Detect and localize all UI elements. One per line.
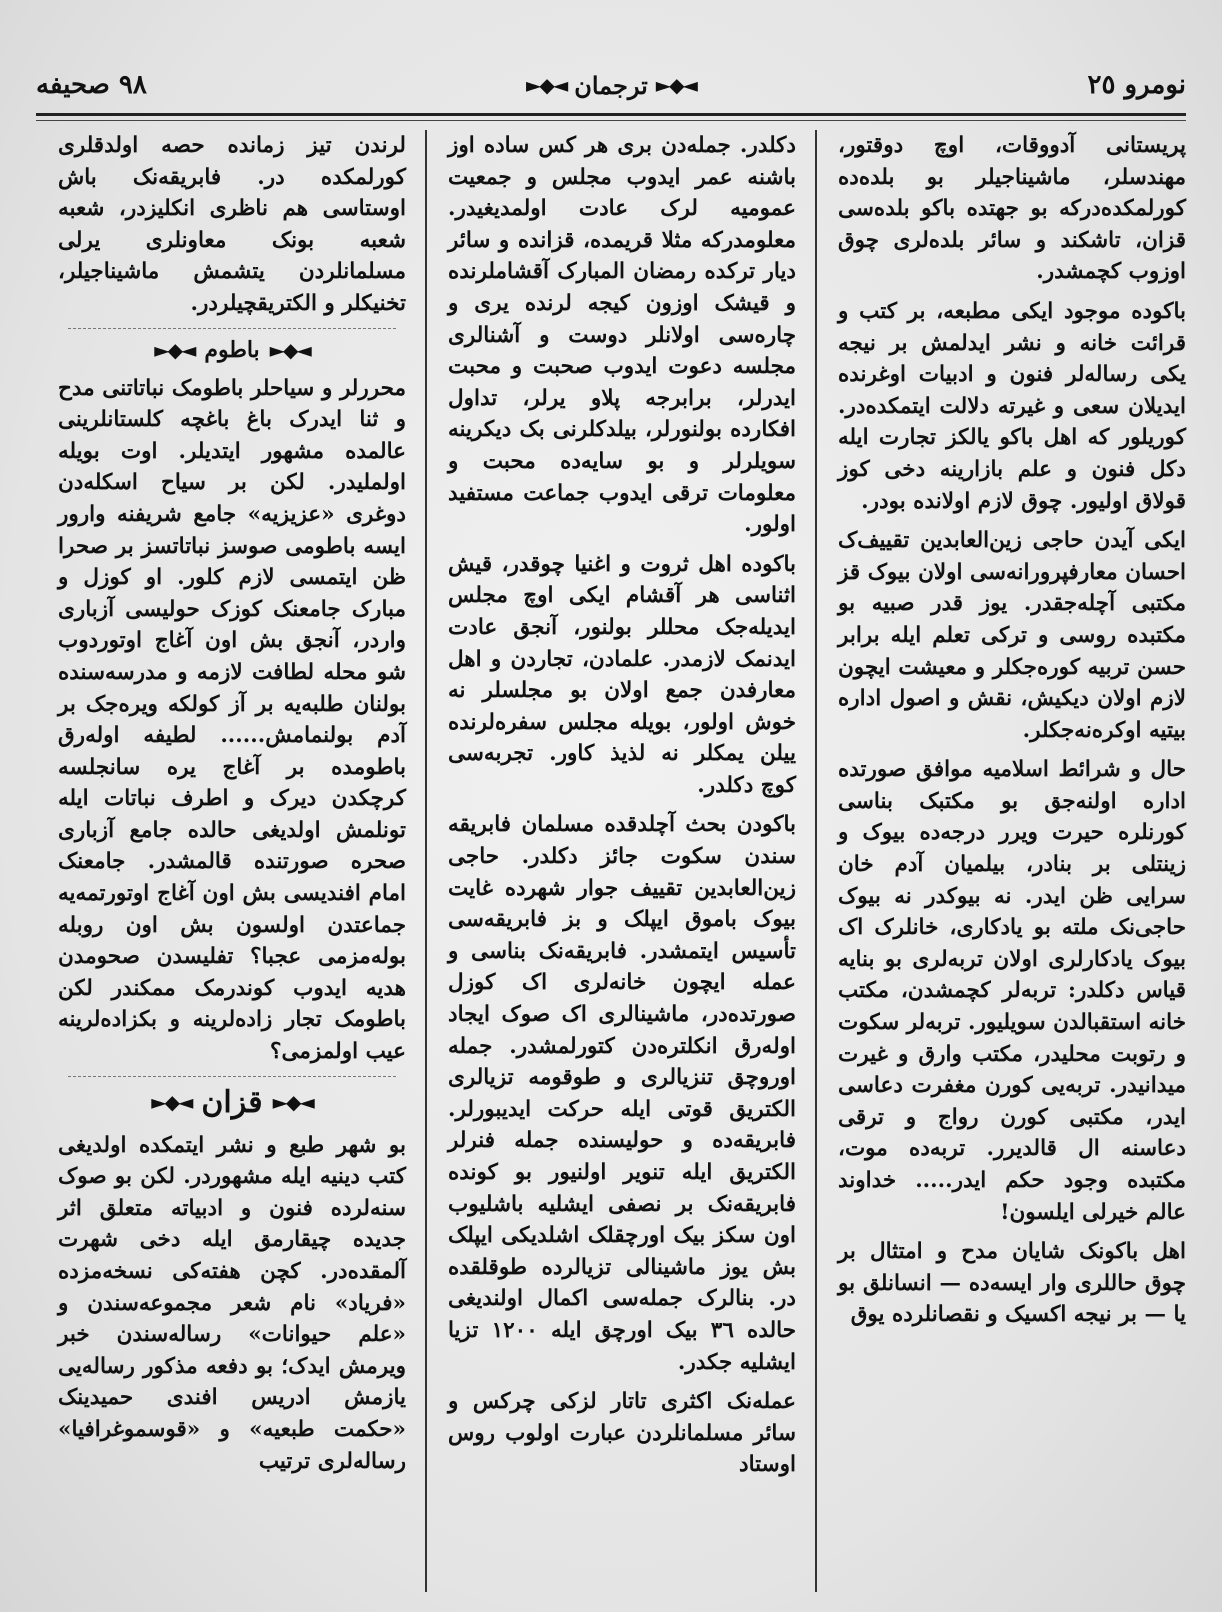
section-divider	[68, 328, 396, 329]
ornament-icon: ◄◆►	[269, 337, 310, 362]
paragraph: حال و شرائط اسلامیه موافق صورتده اداره اولنه‌جق بو مکتبک بناسی کورنلره حیرت ویرر درجه‌ده بیوک و زینتلی بر بنادر، بیلمیان آدم خان سرایی ظن ایدر. نه بیوکدر نه بیوک حاجی‌نک ملته بو یادکاری، خانلرک اک بیوک یادکارلری اولان تربه‌لری بو بنایه قیاس دکلدر: تربه‌لر کچمشدن، مکتب خانه استقبالدن سویلیور. تربه‌لر سکوت و رتوبت محلیدر، مکتب وارق و غیرت میدانیدر. تربه‌یی کورن مغفرت دعاسی ایدر، مکتبی کورن رواج و ترقی دعاسنه ال قالدیرر. تربه‌ده موت، مکتبده وجود حکم ایدر..... خداوند عالم خیرلی ایلسون!	[838, 757, 1186, 1225]
ornament-right-icon: ◄◆►	[655, 73, 696, 97]
paragraph: اهل باکونک شایان مدح و امتثال بر چوق حاللری وار ایسه‌ده — انسانلق بو یا — بر نیجه اکسیک و نقصانلرده یوق	[838, 1239, 1186, 1328]
paragraph: محررلر و سیاحلر باطومک نباتاتنی مدح و ثنا ایدرک باغ باغچه کلستانلرینی عالمده مشهور ایتدیلر. اوت بویله اولملیدر. لکن بر سیاح اسکله‌دن دوغری «عزیزیه» جامع شریفنه وارور ایسه باطومی صوسز نباتاتسز بر صحرا ظن ایتمسی لازم کلور. او کوزل و مبارک جامعنک کوزک حولیسی آزباری واردر، آنجق بش اون آغاج اوتوردوب شو محله لطافت لازمه و مدرسه‌سنده بولنان طلبه‌یه بر آز کولکه ویره‌جک بر آدم بولنمامش...... لطیفه اوله‌رق باطومده بر آغاج یره سانجلسه کرچکدن دیرک و اطرف نباتات ایله تونلمش اولدیغی حالده جامع آزباری صحره صورتنده قالمشدر. جامعنک امام افندیسی بش اون آغاج اوتورتمه‌یه جماعتدن اولسون بش اون روبله بوله‌مزمی عجبا؟ تفلیسدن صحومدن هدیه ایدوب کوندرمک ممکندر لکن باطومک تجار زاده‌لرینه و بکزاده‌لرینه عیب اولمزمی؟	[58, 375, 406, 1065]
page-header	[36, 62, 1186, 118]
paragraph: باکودن بحث آچلدقده مسلمان فابریقه سندن سکوت جائز دکلدر. حاجی زین‌العابدین تقییف جوار شهرده غایت بیوک باموق ایپلک و بز فابریقه‌سی تأسیس ایتمشدر. فابریقه‌نک بناسی و عمله ایچون خانه‌لری اک کوزل صورتده‌در، ماشینالری اک صوک ایجاد اوله‌رق انکلتره‌دن کتورلمشدر. جمله اوروچق تنزیالری و طوقومه تزیالری الکتریق قوتی ایله حرکت ایدیبورلر. فابریقه‌ده و حولیسنده جمله فنرلر الکتریق ایله تنویر اولنیور بو کونده فابریقه‌نک بر نصفی ایشلیه باشلیوب اون سکز بیک اورچقلک اشلدیکی ایپلک بش یوز ماشینالی تزیالرده طوقلقده در. بنالرک جمله‌سی اکمال اولندیغی حالده ۳٦ بیک اورچق ایله ۱۲۰۰ تزیا ایشلیه جکدر.	[448, 812, 796, 1375]
header-rule	[36, 113, 1186, 116]
ornament-icon: ◄◆►	[272, 1090, 313, 1115]
header-rule-thin	[36, 120, 1186, 121]
column-right	[832, 130, 1192, 1592]
column-left	[52, 130, 412, 1592]
section-heading-text: قزان	[201, 1084, 263, 1120]
paragraph: باکوده اهل ثروت و اغنیا چوقدر، قیش اثناسی هر آقشام ایکی اوچ مجلس ایدیله‌جک محللر بولنور، آنجق عادت ایدنمک لازمدر. علمادن، تجاردن و اهل معارفدن جمع اولان بو مجلسلر نه خوش اولور، بویله مجلس سفره‌لرنده ییلن یمکلر نه لذیذ کاور. تجربه‌سی کوچ دکلدر.	[448, 551, 796, 798]
ornament-icon: ◄◆►	[151, 1090, 192, 1115]
section-divider	[68, 1076, 396, 1077]
section-heading-text: باطوم	[204, 336, 260, 363]
paragraph: دکلدر. جمله‌دن بری هر کس ساده اوز باشنه عمر ایدوب مجلس و جمعیت عمومیه لرک عادت اولمدیغیدر. معلومدرکه مثلا قریمده، قزانده و سائر دیار ترکده رمضان المبارک آقشاملرنده و قیشک اوزون کیجه لرنده یری و چاره‌سی اولانلر دوست و آشنالری مجلسه دعوت ایدوب صحبت و محبت ایدرلر، برابرجه پلاو یرلر، تداول افکارده بولنورلر، بیلدکلرنی بک دیکرینه سویلرلر و بو سایه‌ده محبت و معلومات ترقی ایدوب جماعت مستفید اولور.	[448, 133, 796, 538]
column-divider	[815, 130, 817, 1592]
paragraph: بو شهر طبع و نشر ایتمکده اولدیغی کتب دینیه ایله مشهوردر. لکن بو صوک سنه‌لرده فنون و ادبیاته متعلق اثر جدیده چیقارمق ایله دخی شهرت آلمقده‌در. کچن هفته‌کی نسخه‌مزده «فریاد» نام شعر مجموعه‌سندن و «علم حیوانات» رساله‌سندن خبر ویرمش ایدک؛ بو دفعه مذکور رساله‌یی یازمش ادریس افندی حمیدینک «حکمت طبعیه» و «قوسموغرافیا» رساله‌لری ترتیب	[58, 1132, 406, 1474]
column-middle	[442, 130, 802, 1592]
paragraph: عمله‌نک اکثری تاتار لزکی چرکس و سائر مسلمانلردن عبارت اولوب روس اوستاد	[448, 1389, 796, 1478]
masthead-title: ترجمان	[574, 70, 648, 100]
paragraph: ایکی آیدن حاجی زین‌العابدین تقییف‌ک احسان معارفپرورانه‌سی اولان بیوک قز مکتبی آچله‌جقدر. یوز قدر صبیه بو مکتبده روسی و ترکی تعلم ایله برابر حسن تربیه کوره‌جکلر و معیشت ایچون لازم اولان دیکیش، نقش و اصول اداره بیتیه اوکره‌نه‌جکلر.	[838, 528, 1186, 743]
column-divider	[425, 130, 427, 1592]
paragraph: باکوده موجود ایکی مطبعه، بر کتب و قرائت خانه و نشر ایدلمش بر نیجه یکی رساله‌لر فنون و ادبیات اوغرنده ایدیلان سعی و غیرته دلالت ایتمکده‌در. کوریلور که اهل باکو یالکز تجارت ایله دکل فنون و علم بازارینه دخی کوز قولاق اولیور. چوق لازم اولانده بودر.	[838, 298, 1186, 514]
page-number: ۹۸ صحیفه	[36, 70, 147, 100]
section-heading-batum	[58, 337, 406, 363]
ornament-left-icon: ◄◆►	[526, 73, 567, 97]
paragraph: پریستانی آدووقات، اوچ دوقتور، مهندسلر، ماشیناجیلر بو بلده‌ده کورلمکده‌درکه بو جهتده باکو بلده‌سی قزان، تاشکند و سائر بلده‌لری چوق اوزوب کچمشدر.	[838, 133, 1186, 285]
columns-container	[30, 130, 1192, 1592]
section-heading-kazan	[58, 1085, 406, 1120]
ornament-icon: ◄◆►	[154, 337, 195, 362]
masthead-title-group	[526, 62, 696, 108]
paragraph: لرندن تیز زمانده حصه اولدقلری کورلمکده در. فابریقه‌نک باش اوستاسی هم ناظری انکلیزدر، شعبه شعبه بونک معاونلری یرلی مسلمانلردن یتشمش ماشیناجیلر، تخنیکلر و الکتریقچیلردر.	[58, 133, 406, 316]
issue-number: نومرو ۲٥	[1087, 70, 1186, 100]
